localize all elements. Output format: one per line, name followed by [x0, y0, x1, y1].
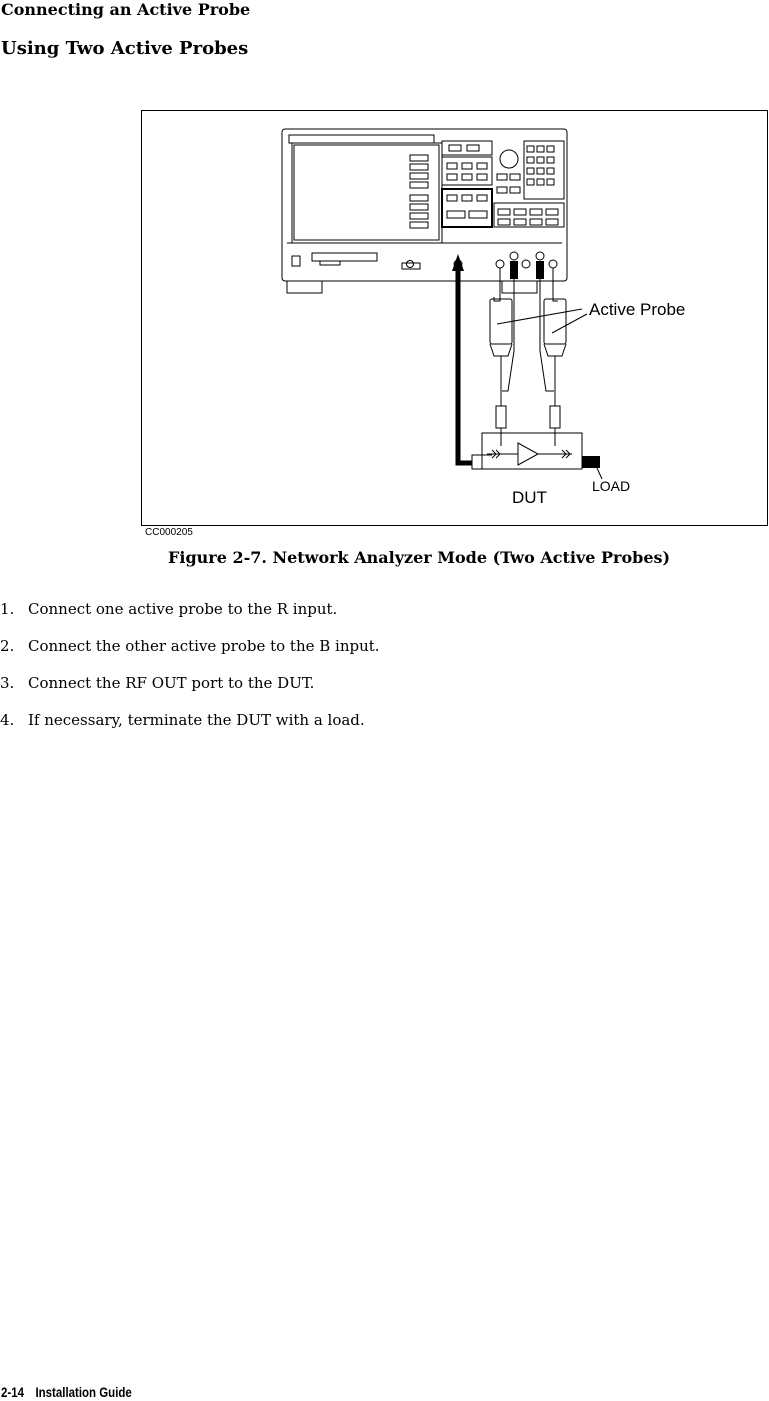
active-probe-label: Active Probe	[589, 300, 686, 319]
rf-out-port	[407, 261, 414, 268]
b-input-port	[536, 252, 544, 260]
page-number: 2-14	[1, 1384, 24, 1400]
footer-title: Installation Guide	[35, 1384, 132, 1400]
disk-drive	[312, 253, 377, 261]
analyzer-display	[294, 145, 439, 240]
r-input-port	[510, 252, 518, 260]
figure-frame	[141, 110, 768, 526]
subsection-title: Using Two Active Probes	[1, 38, 249, 59]
step-text: Connect the other active probe to the B input.	[28, 637, 380, 655]
load-label: LOAD	[592, 478, 631, 494]
active-probe-right	[544, 299, 566, 344]
load-termination	[582, 456, 600, 468]
amplifier-symbol	[518, 443, 538, 465]
power-switch	[292, 256, 300, 266]
step-text: If necessary, terminate the DUT with a load.	[28, 711, 365, 729]
step-number: 2.	[0, 637, 15, 655]
rf-cable	[458, 269, 472, 463]
step-text: Connect the RF OUT port to the DUT.	[28, 674, 315, 692]
figure-id: CC000205	[145, 527, 193, 538]
analyzer-foot-right	[502, 281, 537, 293]
page-footer	[1, 1384, 132, 1400]
analyzer-foot-left	[287, 281, 322, 293]
display-bezel-top	[289, 135, 434, 143]
step-number: 3.	[0, 674, 15, 692]
section-header: Connecting an Active Probe	[1, 0, 251, 19]
dut-label: DUT	[512, 488, 547, 507]
step-number: 1.	[0, 600, 15, 618]
figure-caption: Figure 2-7. Network Analyzer Mode (Two Active Probes)	[168, 548, 671, 567]
step-number: 4.	[0, 711, 15, 729]
step-text: Connect one active probe to the R input.	[28, 600, 338, 618]
network-analyzer-diagram	[142, 111, 769, 527]
